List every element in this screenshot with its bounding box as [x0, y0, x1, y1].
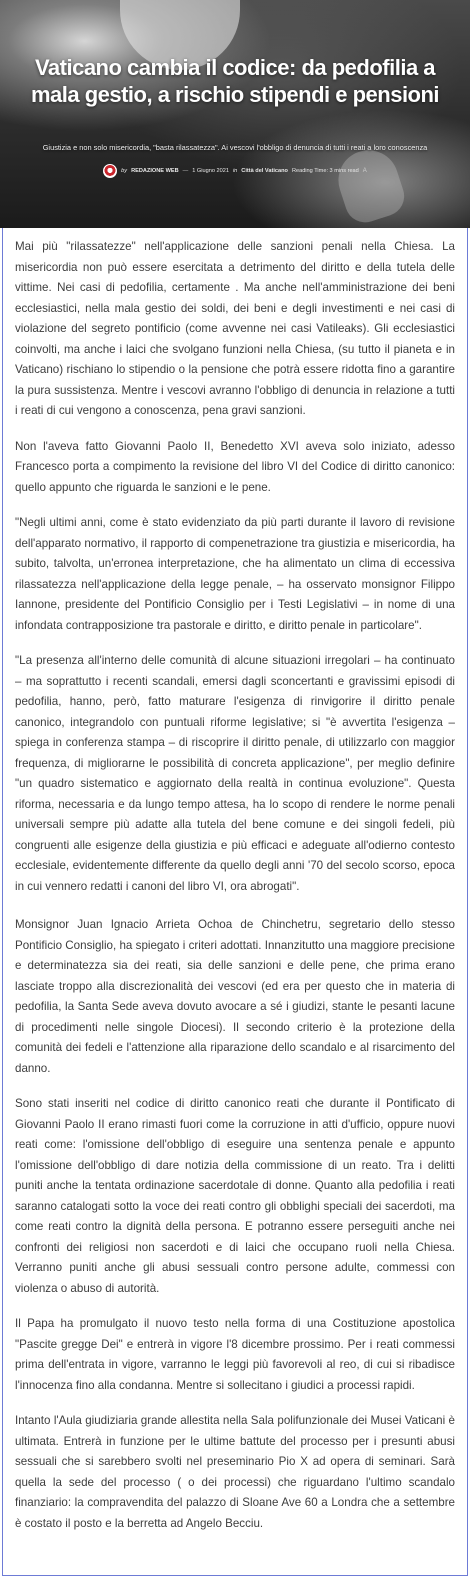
- article-paragraph: Il Papa ha promulgato il nuovo testo nella forma di una Costituzione apostolica "Pascite gregge Dei" e entrerà in vigore l'8 dicembre prossimo. Per i reati commessi prima dell'entrata in vigore, varranno le leggi più favorevoli al reo, di cui si ribadisce l'innocenza fino alla condanna. Mentre si sollecitano i giudici a processi rapidi.: [15, 1317, 455, 1392]
- article-meta: [0, 164, 470, 178]
- meta-by: by: [121, 168, 128, 174]
- article-body: [3, 228, 467, 1534]
- article-hero: [0, 0, 470, 228]
- article-subtitle: Giustizia e non solo misericordia, "basta rilassatezza". Ai vescovi l'obbligo di denuncia di tutti i reati a loro conoscenza: [42, 143, 428, 152]
- article-paragraph: Intanto l'Aula giudiziaria grande allestita nella Sala polifunzionale dei Musei Vaticani è ultimata. Entrerà in funzione per le ultime battute del processo per i presunti abusi sessuali che si sarebbero svolti nel preseminario Pio X ad opera di seminari. Sarà quella la sede del processo ( o dei processi) che riguardano l'ultimo scandalo finanziario: la compravendita del palazzo di Sloane Ave 60 a Londra che a settembre è costato il posto e la berretta ad Angelo Becciu.: [15, 1414, 455, 1530]
- font-size-icon[interactable]: A: [362, 168, 367, 174]
- article-paragraph: Sono stati inseriti nel codice di diritto canonico reati che durante il Pontificato di Giovanni Paolo II erano rimasti fuori come la corruzione in atti d'ufficio, oppure nuovi reati come: l'omissione dell'obbligo di eseguire una sentenza penale e appunto l'omissione dell'obbligo di dare notizia della commissione di un reato. Tra i delitti puniti anche la tentata ordinazione sacerdotale di donne. Quanto alla pedofilia i reati saranno catalogati sotto la voce dei reati contro gli obblighi speciali dei sacerdoti, ma come reati contro la dignità della persona. E potranno essere perseguiti anche nei confronti dei religiosi non sacerdoti e di laici che occupano ruoli nella Chiesa. Verranno puniti anche gli abusi sessuali contro persone adulte, commessi con violenza o abuso di autorità.: [15, 1097, 455, 1295]
- author-link[interactable]: REDAZIONE WEB: [131, 168, 179, 174]
- category-link[interactable]: Città del Vaticano: [241, 168, 288, 174]
- article-body-frame: [2, 228, 468, 1576]
- meta-separator: —: [182, 168, 189, 174]
- article-paragraph: Non l'aveva fatto Giovanni Paolo II, Benedetto XVI aveva solo iniziato, adesso Francesco porta a compimento la revisione del libro VI del Codice di diritto canonico: quello appunto che riguarda le sanzioni e le pene.: [15, 439, 455, 494]
- article-title: Vaticano cambia il codice: da pedofilia a mala gestio, a rischio stipendi e pensioni: [30, 55, 440, 107]
- article-paragraph: Monsignor Juan Ignacio Arrieta Ochoa de Chinchetru, segretario dello stesso Pontificio Consiglio, ha spiegato i criteri adottati. Innanzitutto una maggiore precisione e determinatezza sia dei reati, sia delle sanzioni e delle pene, che prima erano lasciate troppo alla discrezionalità dei vescovi (ed era per questo che in materia di pedofilia, la Santa Sede aveva dovuto avocare a sé i giudizi, stante le pesanti lacune di procedimenti nelle singole Diocesi). Il secondo criterio è la protezione della comunità dei fedeli e l'attenzione alla riparazione dello scandalo e al risarcimento del danno.: [15, 918, 455, 1075]
- article-paragraph: Mai più "rilassatezze" nell'applicazione delle sanzioni penali nella Chiesa. La misericordia non può essere esercitata a detrimento del diritto e della tutela delle vittime. Nei casi di pedofilia, certamente . Ma anche nell'amministrazione dei beni ecclesiastici, nella mala gestio dei soldi, dei beni e degli investimenti e nei casi di violazione del segreto pontificio (come avvenne nei casi Vatileaks). Gli ecclesiastici coinvolti, ma anche i laici che svolgano funzioni nella Chiesa, (su tutto il pianeta e in Vaticano) rischiano lo stipendio o la pensione che potrà essere ridotta fino a garantire la pura sussistenza. Mentre i vescovi avranno l'obbligo di denuncia in relazione a tutti i reati di cui vengono a conoscenza, pena gravi sanzioni.: [15, 240, 455, 417]
- article-paragraph: "La presenza all'interno delle comunità di alcune situazioni irregolari – ha continuato – ma soprattutto i recenti scandali, emersi dagli sconcertanti e gravissimi episodi di pedofilia, hanno, però, fatto maturare l'esigenza di rinvigorire il diritto penale canonico, integrandolo con puntuali riforme legislative; si "è avvertita l'esigenza – spiega in conferenza stampa – di riscoprire il diritto penale, di utilizzarlo con maggior frequenza, di migliorarne le possibilità di concreta applicazione", per meglio definire "un quadro sistematico e aggiornato della realtà in continua evoluzione". Questa riforma, necessaria e da lungo tempo attesa, ha lo scopo di rendere le norme penali universali sempre più adatte alla tutela del bene comune e dei singoli fedeli, più congruenti alle esigenze della giustizia e più efficaci e adeguate all'odierno contesto ecclesiale, evidentemente differente da quello degli anni '70 del secolo scorso, epoca in cui vennero redatti i canoni del libro VI, ora abrogati".: [15, 654, 455, 893]
- author-avatar[interactable]: [103, 164, 117, 178]
- publish-date: 1 Giugno 2021: [192, 168, 229, 174]
- meta-in: in: [232, 168, 238, 174]
- reading-time: Reading Time: 3 mins read: [291, 168, 359, 174]
- article-paragraph: "Negli ultimi anni, come è stato evidenziato da più parti durante il lavoro di revisione dell'apparato normativo, il rapporto di compenetrazione tra giustizia e misericordia, ha subito, talvolta, un'erronea interpretazione, che ha alimentato un clima di eccessiva rilassatezza nell'applicazione della legge penale, – ha osservato monsignor Filippo Iannone, presidente del Pontificio Consiglio per i Testi Legislativi – in nome di una infondata contrapposizione tra pastorale e diritto, e diritto penale in particolare".: [15, 516, 455, 632]
- hero-photo-hand: [331, 142, 410, 227]
